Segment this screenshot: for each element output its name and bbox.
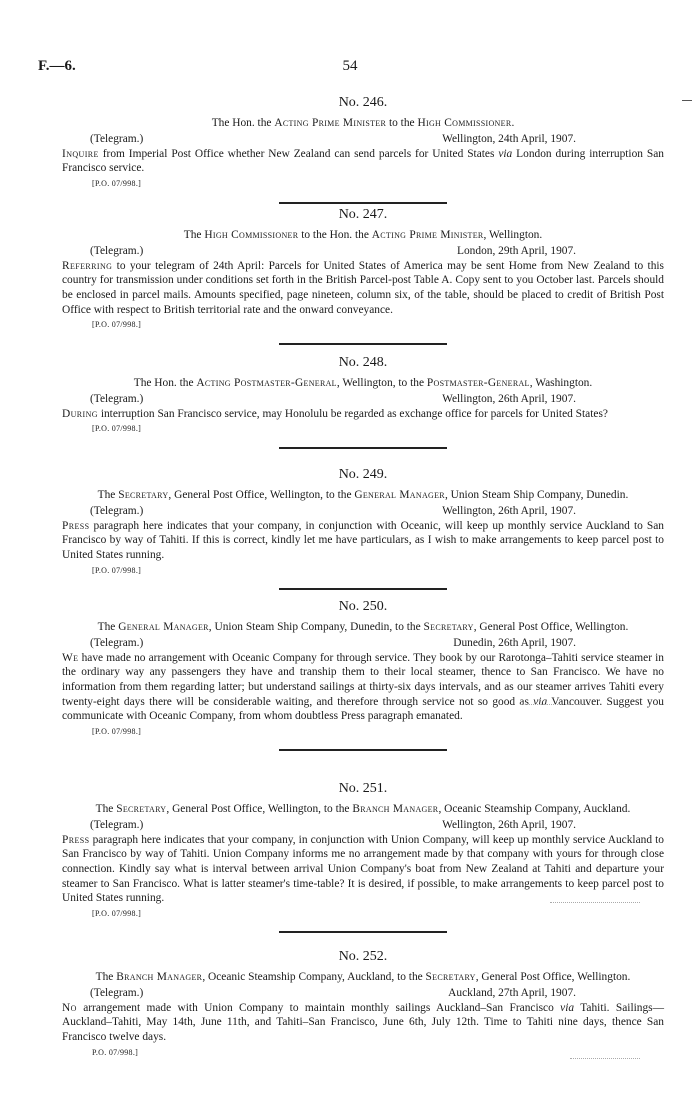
- print-speck: [520, 704, 590, 706]
- italic-text: via: [533, 695, 548, 708]
- file-reference: [P.O. 07/998.]: [92, 908, 142, 918]
- entry-meta: [62, 132, 664, 147]
- heading-text: , Wellington, to the: [336, 376, 427, 389]
- body-text: arrangement made with Union Company to maintain monthly sailings Auckland–San Francisco: [76, 1001, 561, 1014]
- entry-heading: [62, 620, 664, 635]
- title-text: Branch Manager: [116, 970, 203, 983]
- body-text: interruption San Francisco service, may Honolulu be regarded as exchange office for parcels for United States?: [97, 407, 608, 420]
- place-date: Dunedin, 26th April, 1907.: [453, 637, 576, 650]
- heading-text: to the Hon. the: [298, 228, 372, 241]
- entry-249: [62, 468, 664, 590]
- message-body: [62, 1001, 664, 1045]
- entry-meta: [62, 244, 664, 259]
- file-reference: [P.O. 07/998.]: [92, 726, 142, 736]
- heading-text: The: [97, 620, 119, 633]
- message-type: (Telegram.): [90, 819, 144, 832]
- title-text: General Manager: [354, 488, 445, 501]
- heading-text: The: [95, 970, 117, 983]
- page-number: 54: [342, 58, 358, 74]
- lead-word: Inquire: [62, 147, 99, 160]
- message-type: (Telegram.): [90, 133, 144, 146]
- section-divider: [279, 447, 447, 449]
- entry-number: No. 247.: [338, 207, 388, 222]
- message-type: (Telegram.): [90, 245, 144, 258]
- title-text: High Commissioner: [204, 228, 299, 241]
- entry-meta: [62, 504, 664, 519]
- heading-text: , Oceanic Steamship Company, Auckland.: [438, 802, 631, 815]
- entry-250: [62, 600, 664, 751]
- place-date: Wellington, 24th April, 1907.: [442, 133, 576, 146]
- entry-251: [62, 782, 664, 933]
- lead-word: Press: [62, 833, 90, 846]
- section-divider: [279, 931, 447, 933]
- heading-text: , General Post Office, Wellington.: [475, 970, 631, 983]
- title-text: Branch Manager: [352, 802, 439, 815]
- entry-heading: [62, 116, 664, 131]
- heading-text: , Washington.: [529, 376, 593, 389]
- section-divider: [279, 588, 447, 590]
- body-text: paragraph here indicates that your company, in conjunction with Union Company, will keep up monthly service Auckland to San Francisco by way of Tahiti. Union Company informs me no arrangement made by that company with yours for through close connection. Kindly say what is interval between arrival Union Company's boat from New Zealand at Tahiti and departure your steamer to San Francisco. What is latter steamer's time-table? It is desired, if possible, to make arrangements to keep parcel post to United States running.: [62, 833, 664, 905]
- body-text: from Imperial Post Office whether New Zealand can send parcels for United States: [98, 147, 499, 160]
- body-text: Tahiti. Sailings—Auckland–Tahiti, May 14th, June 11th, and Tahiti–San Francisco, June 6th, July 12th. Time to Tahiti nine days, thence San Francisco twelve days.: [62, 1001, 664, 1043]
- title-text: Acting Postmaster-General: [196, 376, 337, 389]
- message-type: (Telegram.): [90, 637, 144, 650]
- section-divider: [279, 749, 447, 751]
- place-date: Wellington, 26th April, 1907.: [442, 393, 576, 406]
- section-divider: [279, 202, 447, 204]
- section-divider: [279, 343, 447, 345]
- lead-word: No: [62, 1001, 77, 1014]
- body-text: paragraph here indicates that your company, in conjunction with Oceanic, will keep up monthly service Auckland to San Francisco by way of Tahiti. If this is correct, kindly let me have particulars, as I wish to make arrangements to keep parcel post to United States running.: [62, 519, 664, 561]
- file-reference: [P.O. 07/998.]: [92, 320, 142, 330]
- heading-text: .: [511, 116, 515, 129]
- heading-text: , Union Steam Ship Company, Dunedin, to the: [208, 620, 424, 633]
- italic-text: via: [498, 147, 513, 160]
- page-header: [0, 58, 700, 78]
- entry-number: No. 251.: [338, 781, 388, 796]
- entry-number: No. 246.: [338, 95, 388, 110]
- body-text: to your telegram of 24th April: Parcels for United States of America may be sent Home from New Zealand to this country for transmission under conditions set forth in the British Parcel-post Table A. Copy sent to you October last. Parcels should be enclosed in parcel mails. Amounts specified, page nineteen, column six, of the table, should be placed to credit of British Post Office with respect to British territorial rate and the onward conveyance.: [62, 259, 664, 316]
- title-text: Secretary: [118, 488, 169, 501]
- heading-text: , Oceanic Steamship Company, Auckland, to the: [202, 970, 426, 983]
- file-reference: [P.O. 07/998.]: [92, 565, 142, 575]
- lead-word: Referring: [62, 259, 113, 272]
- title-text: Secretary: [116, 802, 167, 815]
- entry-248: [62, 356, 664, 449]
- heading-text: The Hon. the: [133, 376, 197, 389]
- series-label: F.—6.: [38, 58, 76, 74]
- entry-246: [62, 96, 664, 204]
- entry-number: No. 252.: [338, 949, 388, 964]
- lead-word: Press: [62, 519, 90, 532]
- body-text: London during interruption San Francisco service.: [62, 147, 664, 175]
- message-type: (Telegram.): [90, 505, 144, 518]
- place-date: Auckland, 27th April, 1907.: [448, 987, 576, 1000]
- message-body: [62, 147, 664, 176]
- entry-252: [62, 950, 664, 1060]
- place-date: London, 29th April, 1907.: [457, 245, 576, 258]
- heading-text: , Union Steam Ship Company, Dunedin.: [444, 488, 629, 501]
- margin-mark: [682, 100, 692, 101]
- entry-number: No. 250.: [338, 599, 388, 614]
- file-reference: [P.O. 07/998.]: [92, 178, 142, 188]
- heading-text: The: [183, 228, 205, 241]
- title-text: Secretary: [425, 970, 476, 983]
- title-text: Postmaster-General: [426, 376, 530, 389]
- print-speck: [550, 902, 640, 904]
- heading-text: The: [97, 488, 119, 501]
- place-date: Wellington, 26th April, 1907.: [442, 819, 576, 832]
- heading-text: The Hon. the: [211, 116, 275, 129]
- title-text: Acting Prime Minister: [371, 228, 484, 241]
- message-body: [62, 651, 664, 724]
- entry-heading: [62, 376, 664, 391]
- message-body: [62, 259, 664, 317]
- heading-text: to the: [386, 116, 418, 129]
- print-speck: [570, 1058, 640, 1060]
- entry-heading: [62, 488, 664, 503]
- entry-meta: [62, 986, 664, 1001]
- entry-meta: [62, 818, 664, 833]
- message-body: [62, 833, 664, 906]
- message-body: [62, 407, 664, 422]
- entry-heading: [62, 802, 664, 817]
- message-type: (Telegram.): [90, 987, 144, 1000]
- entry-meta: [62, 636, 664, 651]
- title-text: Acting Prime Minister: [274, 116, 387, 129]
- entry-heading: [62, 228, 664, 243]
- heading-text: , General Post Office, Wellington, to the: [168, 488, 355, 501]
- title-text: High Commissioner: [417, 116, 512, 129]
- title-text: Secretary: [423, 620, 474, 633]
- place-date: Wellington, 26th April, 1907.: [442, 505, 576, 518]
- entry-number: No. 248.: [338, 355, 388, 370]
- entry-number: No. 249.: [338, 467, 388, 482]
- entry-heading: [62, 970, 664, 985]
- lead-word: We: [62, 651, 79, 664]
- heading-text: , General Post Office, Wellington, to the: [166, 802, 353, 815]
- heading-text: The: [95, 802, 117, 815]
- body-text: Vancouver. Suggest you communicate with Oceanic Company, from whom doubtless Press paragraph emanated.: [62, 695, 664, 723]
- file-reference: P.O. 07/998.]: [92, 1047, 139, 1057]
- italic-text: via: [560, 1001, 575, 1014]
- entry-247: [62, 208, 664, 345]
- heading-text: , Wellington.: [483, 228, 543, 241]
- title-text: General Manager: [118, 620, 209, 633]
- message-body: [62, 519, 664, 563]
- body-text: have made no arrangement with Oceanic Company for through service. They book by our Rarotonga–Tahiti service steamer in the ordinary way any passengers they have and tranship them to their local steamer, thence to San Francisco. We have no information from them regarding latter; but understand sailings at thirty-six days intervals, and as our steamer arrives Tahiti every twenty-eight days there will be considerable waiting, and therefore through service not so good as: [62, 651, 664, 708]
- file-reference: [P.O. 07/998.]: [92, 424, 142, 434]
- heading-text: , General Post Office, Wellington.: [473, 620, 629, 633]
- message-type: (Telegram.): [90, 393, 144, 406]
- lead-word: During: [62, 407, 98, 420]
- entry-meta: [62, 392, 664, 407]
